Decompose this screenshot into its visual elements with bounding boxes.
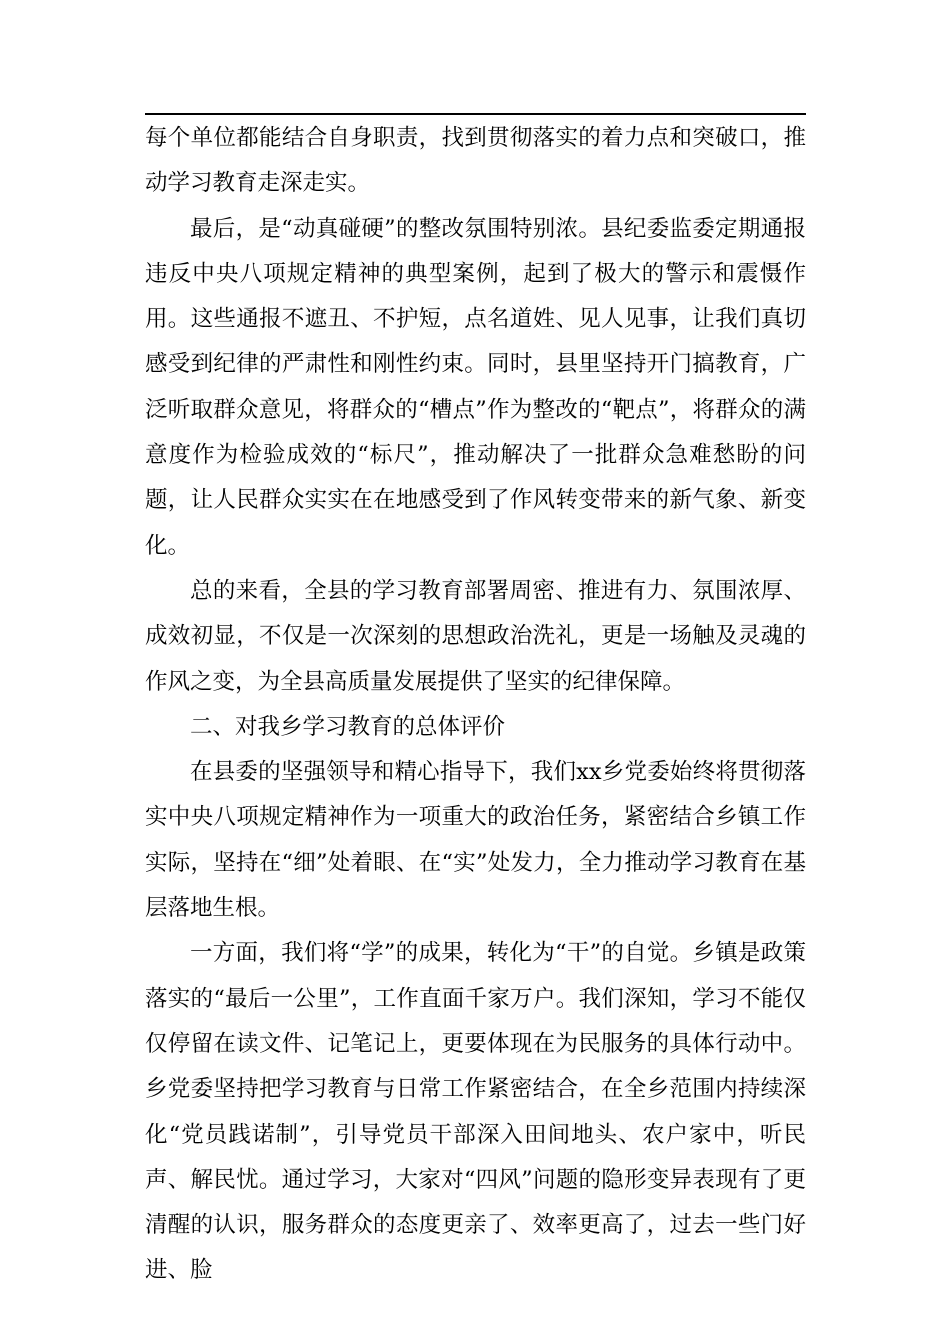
document-body (145, 116, 806, 1294)
paragraph: 在县委的坚强领导和精心指导下，我们xx乡党委始终将贯彻落实中央八项规定精神作为一项重大的政治任务，紧密结合乡镇工作实际，坚持在“细”处着眼、在“实”处发力，全力推动学习教育在基层落地生根。 (145, 759, 806, 922)
header-rule (145, 113, 806, 115)
paragraph: 一方面，我们将“学”的成果，转化为“干”的自觉。乡镇是政策落实的“最后一公里”，工作直面千家万户。我们深知，学习不能仅仅停留在读文件、记笔记上，更要体现在为民服务的具体行动中。乡党委坚持把学习教育与日常工作紧密结合，在全乡范围内持续深化“党员践诺制”，引导党员干部深入田间地头、农户家中，听民声、解民忧。通过学习，大家对“四风”问题的隐形变异表现有了更清醒的认识，服务群众的态度更亲了、效率更高了，过去一些门好进、脸 (145, 940, 806, 1284)
section-heading: 二、对我乡学习教育的总体评价 (190, 713, 506, 740)
paragraph: 最后，是“动真碰硬”的整改氛围特别浓。县纪委监委定期通报违反中央八项规定精神的典型案例，起到了极大的警示和震慑作用。这些通报不遮丑、不护短，点名道姓、见人见事，让我们真切感受到纪律的严肃性和刚性约束。同时，县里坚持开门搞教育，广泛听取群众意见，将群众的“槽点”作为整改的“靶点”，将群众的满意度作为检验成效的“标尺”，推动解决了一批群众急难愁盼的问题，让人民群众实实在在地感受到了作风转变带来的新气象、新变化。 (145, 215, 806, 559)
paragraph: 总的来看，全县的学习教育部署周密、推进有力、氛围浓厚、成效初显，不仅是一次深刻的思想政治洗礼，更是一场触及灵魂的作风之变，为全县高质量发展提供了坚实的纪律保障。 (145, 577, 806, 695)
paragraph: 每个单位都能结合自身职责，找到贯彻落实的着力点和突破口，推动学习教育走深走实。 (145, 125, 806, 197)
